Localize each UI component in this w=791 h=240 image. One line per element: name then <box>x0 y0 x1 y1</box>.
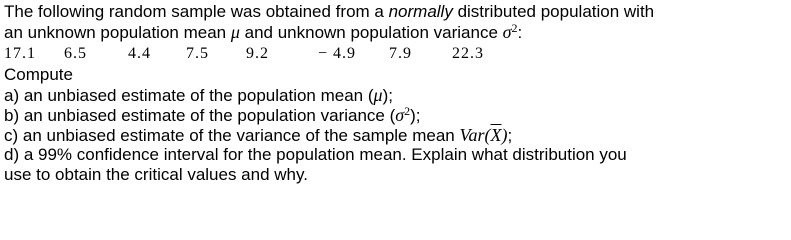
superscript-two: 2 <box>511 21 518 35</box>
superscript-two: 2 <box>404 104 411 118</box>
part-a-text: a) an unbiased estimate of the population mean ( <box>4 86 374 105</box>
x-bar-symbol: $\overline{X}$ <box>490 125 502 145</box>
sample-value: 9.2 <box>246 44 269 62</box>
sample-value: − 4.9 <box>318 44 357 62</box>
sample-value: 6.5 <box>64 44 87 62</box>
part-d-line-2: use to obtain the critical values and why. <box>4 165 308 184</box>
intro-text: The following random sample was obtained from a <box>4 2 389 21</box>
part-b-text: b) an unbiased estimate of the population variance ( <box>4 106 396 125</box>
var-function: Var <box>459 125 485 145</box>
sample-values <box>4 42 788 65</box>
mu-symbol: μ <box>373 85 383 105</box>
colon: : <box>517 23 523 42</box>
problem-document <box>4 2 788 185</box>
mu-symbol: μ <box>230 22 240 42</box>
part-b <box>4 105 788 125</box>
sigma-symbol: σ <box>502 22 512 42</box>
part-c: c) an unbiased estimate of the variance of the sample mean $Var(\overline{X})$; <box>4 125 513 145</box>
sample-value: 17.1 <box>4 44 36 62</box>
sample-value: 22.3 <box>452 44 484 62</box>
sample-value: 4.4 <box>128 44 151 62</box>
part-c-text: c) an unbiased estimate of the variance of the sample mean <box>4 126 460 145</box>
part-d-line-1: d) a 99% confidence interval for the population mean. Explain what distribution you <box>4 145 627 164</box>
part-a <box>4 85 788 105</box>
sigma-symbol: σ <box>395 105 405 125</box>
sample-value: 7.9 <box>389 44 412 62</box>
emphasis-normally: normally <box>388 2 453 21</box>
part-c-end: ; <box>507 126 513 145</box>
part-a-end: ); <box>382 86 393 105</box>
intro-line-2 <box>4 22 788 42</box>
part-b-end: ); <box>410 106 421 125</box>
compute-label: Compute <box>4 65 73 84</box>
intro-text: an unknown population mean <box>4 23 231 42</box>
intro-text: distributed population with <box>452 2 655 21</box>
intro-text: and unknown population variance <box>239 23 503 42</box>
intro-line-1 <box>4 2 788 22</box>
sample-value: 7.5 <box>186 44 209 62</box>
